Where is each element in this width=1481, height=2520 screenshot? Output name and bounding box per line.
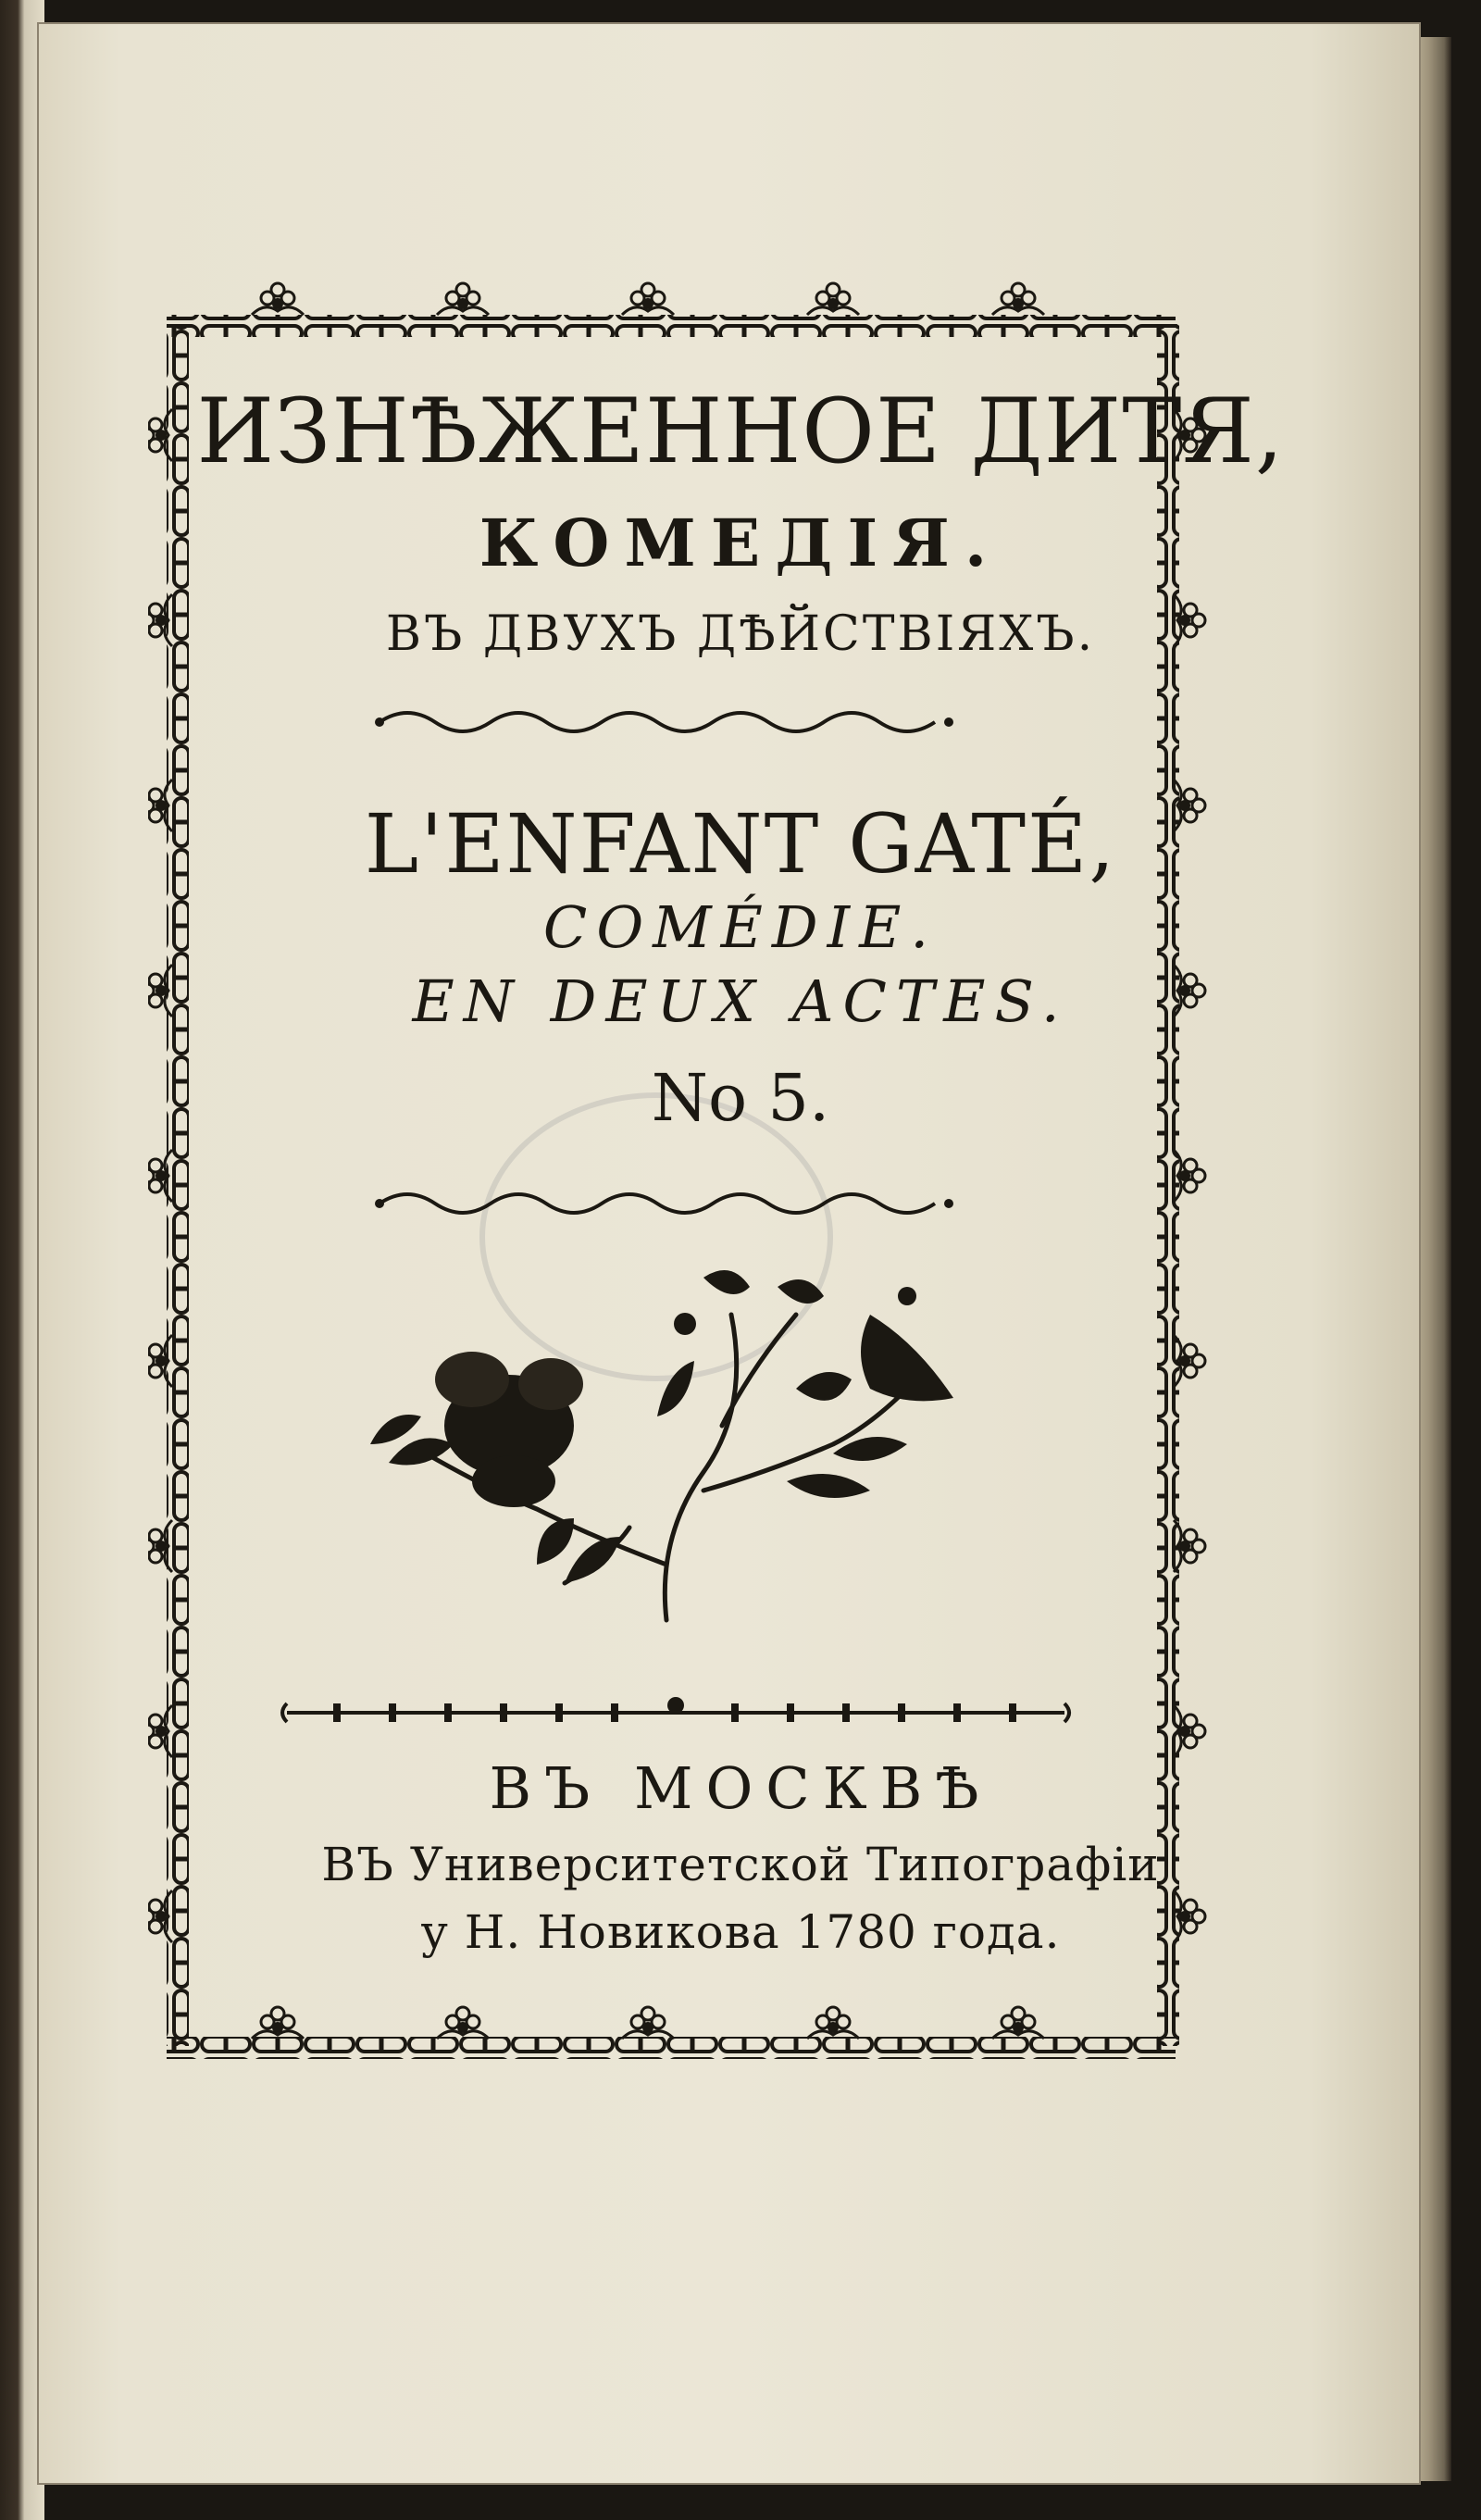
flower-vignette — [352, 1259, 981, 1629]
imprint-printer: ВЪ Университетской Типографіи — [321, 1838, 1160, 1891]
title-french: L'ENFANT GATÉ, — [364, 796, 1117, 892]
scroll-rule-middle — [370, 1185, 963, 1222]
genre-russian: КОМЕДІЯ. — [479, 505, 1002, 581]
scroll-rule-bottom — [278, 1694, 1074, 1731]
acts-french: EN DEUX ACTES. — [412, 967, 1069, 1035]
acts-russian: ВЪ ДВУХЪ ДѢЙСТВІЯХЪ. — [385, 606, 1096, 662]
issue-number: No 5. — [651, 1060, 830, 1136]
scroll-rule-top — [370, 704, 963, 741]
imprint-publisher-year: у Н. Новикова 1780 года. — [420, 1905, 1061, 1959]
title-russian: ИЗНѢЖЕННОЕ ДИТЯ, — [196, 380, 1285, 483]
genre-french: COMÉDIE. — [542, 893, 939, 961]
imprint-city: ВЪ МОСКВѢ — [489, 1754, 992, 1822]
